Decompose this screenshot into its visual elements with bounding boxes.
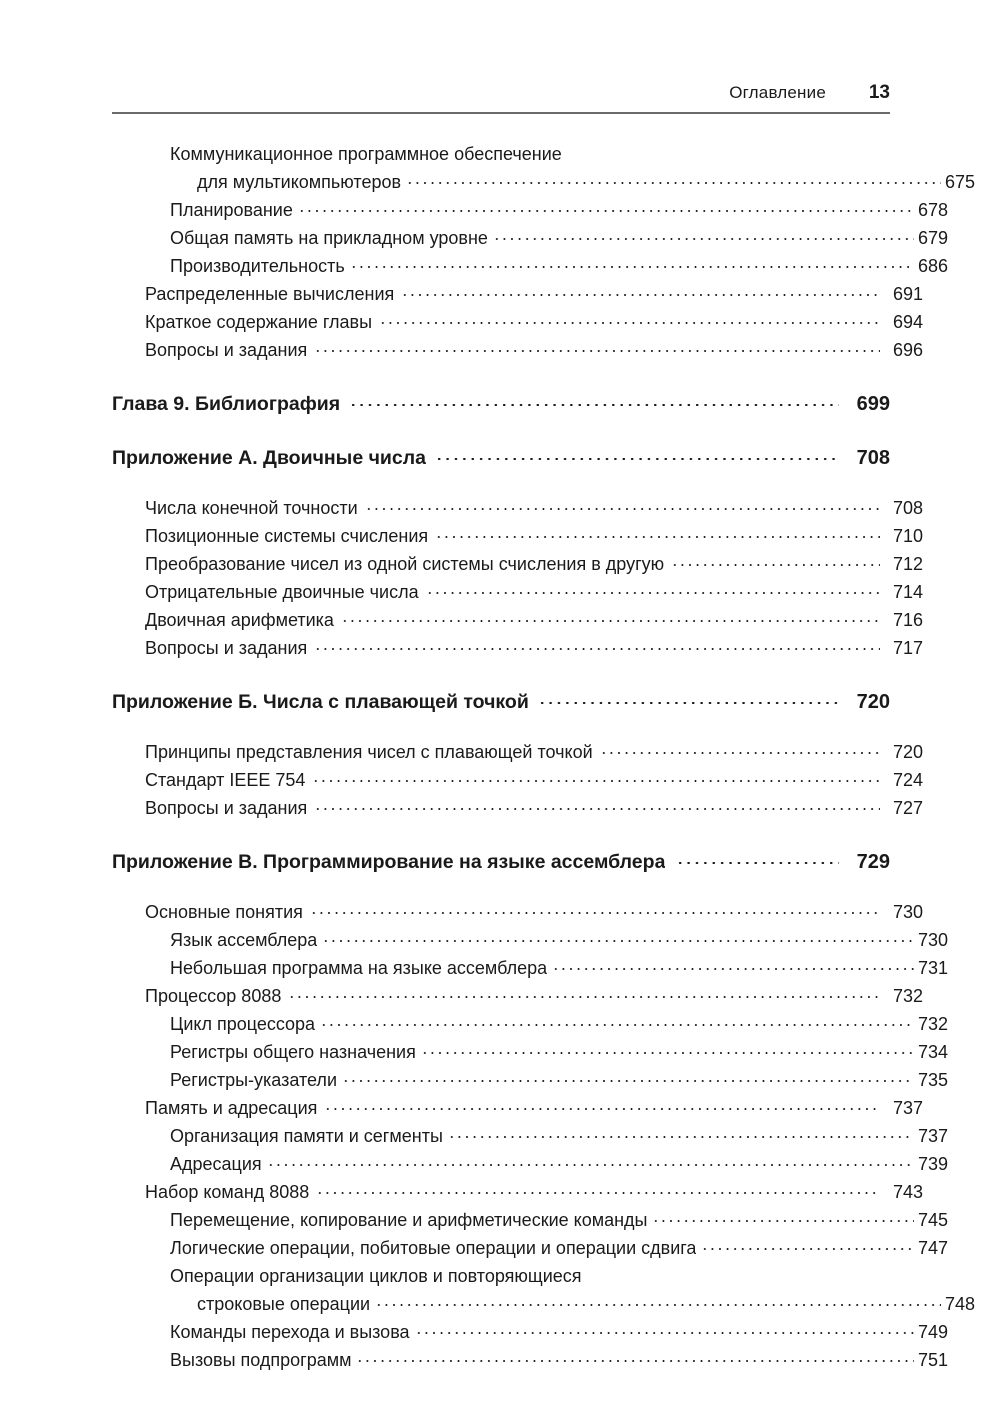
toc-entry[interactable]	[112, 550, 923, 578]
running-header-title: Оглавление	[729, 83, 826, 102]
toc-entry-label: Общая память на прикладном уровне	[170, 228, 488, 248]
toc-entry[interactable]	[112, 1346, 948, 1374]
running-header	[112, 82, 890, 104]
toc-entry[interactable]	[112, 444, 890, 472]
toc-entry-label: Команды перехода и вызова	[170, 1322, 410, 1342]
toc-entry[interactable]	[112, 1094, 923, 1122]
toc-entry[interactable]	[112, 982, 923, 1010]
dot-leader	[350, 254, 914, 272]
toc-entry[interactable]	[112, 1178, 923, 1206]
toc-entry[interactable]	[112, 140, 948, 168]
dot-leader	[538, 689, 839, 709]
toc-entry-page-number: 749	[917, 1322, 948, 1342]
toc-entry-label: строковые операции	[197, 1294, 371, 1314]
toc-entry-page-number: 734	[917, 1042, 948, 1062]
toc-entry-label: Позиционные системы счисления	[145, 526, 429, 546]
toc-entry-page-number: 678	[917, 200, 948, 220]
toc-entry[interactable]	[112, 280, 923, 308]
dot-leader	[314, 636, 880, 654]
toc-entry[interactable]	[112, 252, 948, 280]
toc-entry-label: Язык ассемблера	[170, 930, 318, 950]
toc-entry-page-number: 748	[944, 1294, 975, 1314]
dot-leader	[435, 524, 880, 542]
toc-entry-page-number: 730	[917, 930, 948, 950]
toc-entry[interactable]	[112, 688, 890, 716]
dot-leader	[567, 142, 948, 160]
toc-entry-label: Регистры-указатели	[170, 1070, 337, 1090]
dot-leader	[324, 1096, 880, 1114]
toc-entry-label: Краткое содержание главы	[145, 312, 373, 332]
dot-leader	[375, 1292, 941, 1310]
toc-entry-page-number: 699	[856, 393, 890, 415]
toc-entry-label: Цикл процессора	[170, 1014, 316, 1034]
toc-entry-label: Адресация	[170, 1154, 262, 1174]
toc-entry-label: Глава 9. Библиография	[112, 393, 341, 415]
dot-leader	[298, 198, 914, 216]
dot-leader	[349, 391, 839, 411]
toc-entry-page-number: 717	[892, 638, 923, 658]
dot-leader	[406, 170, 941, 188]
toc-entry-label: Набор команд 8088	[145, 1182, 310, 1202]
dot-leader	[448, 1124, 914, 1142]
toc-entry-page-number: 724	[892, 770, 923, 790]
toc-entry-label: Память и адресация	[145, 1098, 318, 1118]
toc-entry[interactable]	[112, 606, 923, 634]
toc-entry-page-number: 710	[892, 526, 923, 546]
dot-leader	[322, 928, 914, 946]
toc-entry-label: Приложение В. Программирование на языке ассемблера	[112, 851, 666, 873]
dot-leader	[671, 552, 880, 570]
toc-entry-label: Числа конечной точности	[145, 498, 358, 518]
dot-leader	[320, 1012, 914, 1030]
dot-leader	[288, 984, 880, 1002]
toc-entry[interactable]	[112, 168, 975, 196]
toc-entry-label: Коммуникационное программное обеспечение	[170, 144, 562, 164]
toc-entry-page-number: 745	[917, 1210, 948, 1230]
toc-entry-label: Планирование	[170, 200, 293, 220]
dot-leader	[314, 796, 880, 814]
dot-leader	[652, 1208, 914, 1226]
toc-entry[interactable]	[112, 390, 890, 418]
dot-leader	[587, 1264, 948, 1282]
toc-entry-page-number: 732	[892, 986, 923, 1006]
toc-entry[interactable]	[112, 848, 890, 876]
toc-entry-label: Небольшая программа на языке ассемблера	[170, 958, 548, 978]
toc-entry[interactable]	[112, 494, 923, 522]
toc-entry[interactable]	[112, 1010, 948, 1038]
toc-entry[interactable]	[112, 1206, 948, 1234]
toc-entry-label: Распределенные вычисления	[145, 284, 395, 304]
dot-leader	[341, 608, 880, 626]
toc-entry-page-number: 747	[917, 1238, 948, 1258]
toc-entry-page-number: 739	[917, 1154, 948, 1174]
dot-leader	[356, 1348, 914, 1366]
dot-leader	[426, 580, 880, 598]
dot-leader	[493, 226, 914, 244]
toc-entry-label: Преобразование чисел из одной системы счисления в другую	[145, 554, 665, 574]
toc-entry-page-number: 730	[892, 902, 923, 922]
toc-entry-page-number: 732	[917, 1014, 948, 1034]
toc-entry-label: Принципы представления чисел с плавающей точкой	[145, 742, 593, 762]
toc-entry-label: Операции организации циклов и повторяющиеся	[170, 1266, 582, 1286]
dot-leader	[552, 956, 914, 974]
toc-entry[interactable]	[112, 1038, 948, 1066]
toc-entry-page-number: 675	[944, 172, 975, 192]
toc-entry-page-number: 751	[917, 1350, 948, 1370]
toc-entry[interactable]	[112, 522, 923, 550]
toc-entry-page-number: 712	[892, 554, 923, 574]
dot-leader	[701, 1236, 914, 1254]
toc-entry[interactable]	[112, 954, 948, 982]
dot-leader	[310, 900, 880, 918]
toc-entry-page-number: 731	[917, 958, 948, 978]
toc-entry-page-number: 714	[892, 582, 923, 602]
dot-leader	[600, 740, 880, 758]
dot-leader	[415, 1320, 914, 1338]
toc-entry-page-number: 735	[917, 1070, 948, 1090]
dot-leader	[267, 1152, 914, 1170]
dot-leader	[314, 338, 880, 356]
toc-entry[interactable]	[112, 926, 948, 954]
toc-entry[interactable]	[112, 196, 948, 224]
dot-leader	[342, 1068, 914, 1086]
toc-entry-label: Двоичная арифметика	[145, 610, 334, 630]
toc-entry-page-number: 686	[917, 256, 948, 276]
dot-leader	[435, 445, 839, 465]
toc-entry-page-number: 716	[892, 610, 923, 630]
toc-entry-page-number: 708	[892, 498, 923, 518]
toc-entry[interactable]	[112, 308, 923, 336]
toc-entry-page-number: 679	[917, 228, 948, 248]
toc-entry-page-number: 743	[892, 1182, 923, 1202]
toc-entry-label: Приложение Б. Числа с плавающей точкой	[112, 691, 529, 713]
toc-entry[interactable]	[112, 224, 948, 252]
toc-entry-page-number: 737	[917, 1126, 948, 1146]
toc-entry[interactable]	[112, 1318, 948, 1346]
toc-entry-label: Регистры общего назначения	[170, 1042, 416, 1062]
toc-entry[interactable]	[112, 1150, 948, 1178]
toc-entry-page-number: 720	[892, 742, 923, 762]
toc-entry[interactable]	[112, 794, 923, 822]
toc-entry[interactable]	[112, 578, 923, 606]
toc-entry-page-number: 708	[856, 447, 890, 469]
dot-leader	[676, 849, 839, 869]
toc-entry-label: Основные понятия	[145, 902, 303, 922]
toc-entry-label: Вопросы и задания	[145, 798, 308, 818]
toc-entry-label: Приложение А. Двоичные числа	[112, 447, 426, 469]
toc-entry-label: Отрицательные двоичные числа	[145, 582, 419, 602]
toc-entry-page-number: 694	[892, 312, 923, 332]
dot-leader	[421, 1040, 914, 1058]
dot-leader	[316, 1180, 880, 1198]
dot-leader	[379, 310, 880, 328]
header-rule	[112, 112, 890, 114]
toc-entry-label: Процессор 8088	[145, 986, 282, 1006]
page-number: 13	[868, 82, 890, 103]
toc-entry-page-number: 720	[856, 691, 890, 713]
toc-entry[interactable]	[112, 766, 923, 794]
toc-entry-label: Логические операции, побитовые операции и операции сдвига	[170, 1238, 697, 1258]
toc-entry-page-number: 727	[892, 798, 923, 818]
toc-entry-label: Перемещение, копирование и арифметические команды	[170, 1210, 648, 1230]
toc-entry[interactable]	[112, 634, 923, 662]
toc-entry[interactable]	[112, 898, 923, 926]
toc-entry[interactable]	[112, 1066, 948, 1094]
toc-entry-page-number: 696	[892, 340, 923, 360]
toc-entry-page-number: 691	[892, 284, 923, 304]
toc-entry-label: Вызовы подпрограмм	[170, 1350, 352, 1370]
toc-entry-label: Стандарт IEEE 754	[145, 770, 306, 790]
toc-entry[interactable]	[112, 1122, 948, 1150]
dot-leader	[365, 496, 880, 514]
toc-entry-label: Производительность	[170, 256, 345, 276]
toc-entry-label: Организация памяти и сегменты	[170, 1126, 443, 1146]
toc-entry[interactable]	[112, 1290, 975, 1318]
toc-entry[interactable]	[112, 1262, 948, 1290]
toc-entry-page-number: 737	[892, 1098, 923, 1118]
toc-entry-label: для мультикомпьютеров	[197, 172, 402, 192]
dot-leader	[312, 768, 880, 786]
toc-entry[interactable]	[112, 1234, 948, 1262]
dot-leader	[401, 282, 880, 300]
toc-entry-label: Вопросы и задания	[145, 638, 308, 658]
toc-entry[interactable]	[112, 336, 923, 364]
toc-entry-page-number: 729	[856, 851, 890, 873]
toc-entry[interactable]	[112, 738, 923, 766]
toc-entry-list	[112, 140, 975, 1374]
toc-entry-label: Вопросы и задания	[145, 340, 308, 360]
